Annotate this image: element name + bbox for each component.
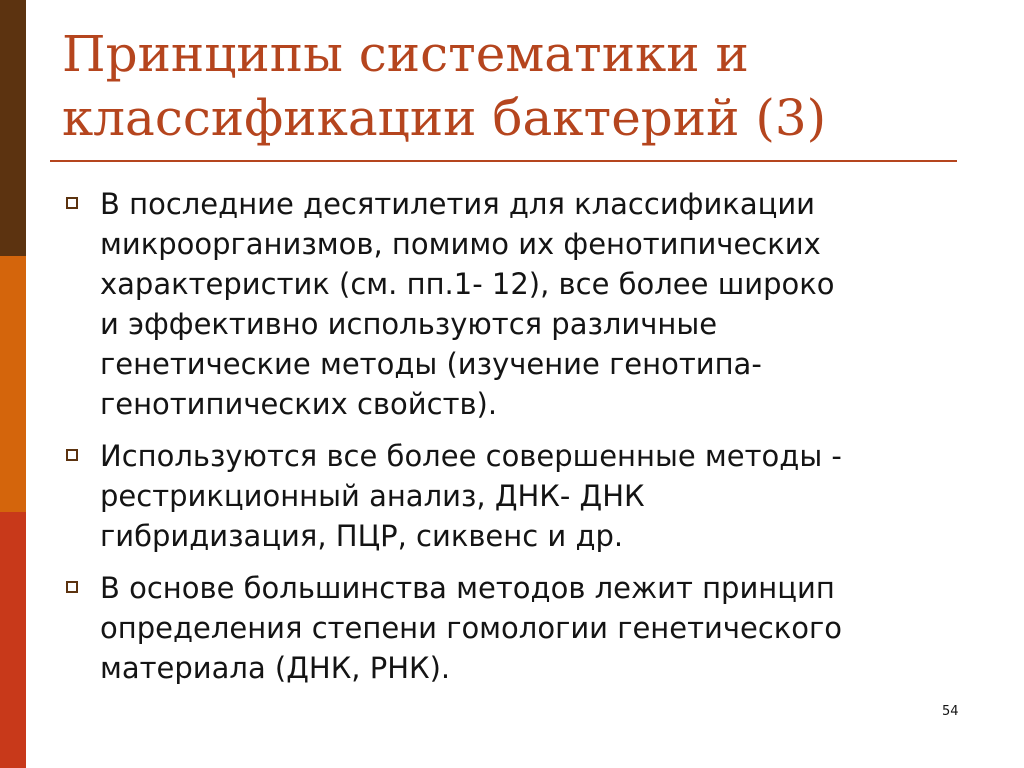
- page-number: 54: [942, 704, 959, 719]
- bullet-item: [60, 436, 960, 556]
- bullet-list: [60, 184, 960, 700]
- bullet-line: В последние десятилетия для классификации: [100, 187, 816, 221]
- bullet-line: гибридизация, ПЦР, сиквенс и др.: [100, 519, 624, 553]
- sidebar-accent-top: [0, 0, 26, 256]
- bullet-line: определения степени гомологии генетического: [100, 611, 843, 645]
- slide-title: [62, 22, 962, 150]
- sidebar-accent-bottom: [0, 512, 26, 768]
- bullet-line: В основе большинства методов лежит принцип: [100, 571, 835, 605]
- bullet-line: генетические методы (изучение генотипа-: [100, 347, 762, 381]
- bullet-text: [100, 568, 960, 688]
- slide-title-line: классификации бактерий (3): [62, 89, 827, 147]
- bullet-line: рестрикционный анализ, ДНК- ДНК: [100, 479, 645, 513]
- hollow-square-icon: [66, 581, 78, 593]
- slide-title-line: Принципы систематики и: [62, 25, 749, 83]
- bullet-item: [60, 568, 960, 688]
- bullet-text: [100, 436, 960, 556]
- bullet-line: Используются все более совершенные методы -: [100, 439, 842, 473]
- hollow-square-icon: [66, 197, 78, 209]
- bullet-line: и эффективно используются различные: [100, 307, 718, 341]
- bullet-item: [60, 184, 960, 424]
- bullet-text: [100, 184, 960, 424]
- title-underline: [50, 160, 957, 162]
- bullet-line: генотипических свойств).: [100, 387, 498, 421]
- hollow-square-icon: [66, 449, 78, 461]
- sidebar-accent-middle: [0, 256, 26, 512]
- bullet-line: материала (ДНК, РНК).: [100, 651, 451, 685]
- bullet-line: характеристик (см. пп.1- 12), все более широко: [100, 267, 835, 301]
- bullet-line: микроорганизмов, помимо их фенотипических: [100, 227, 821, 261]
